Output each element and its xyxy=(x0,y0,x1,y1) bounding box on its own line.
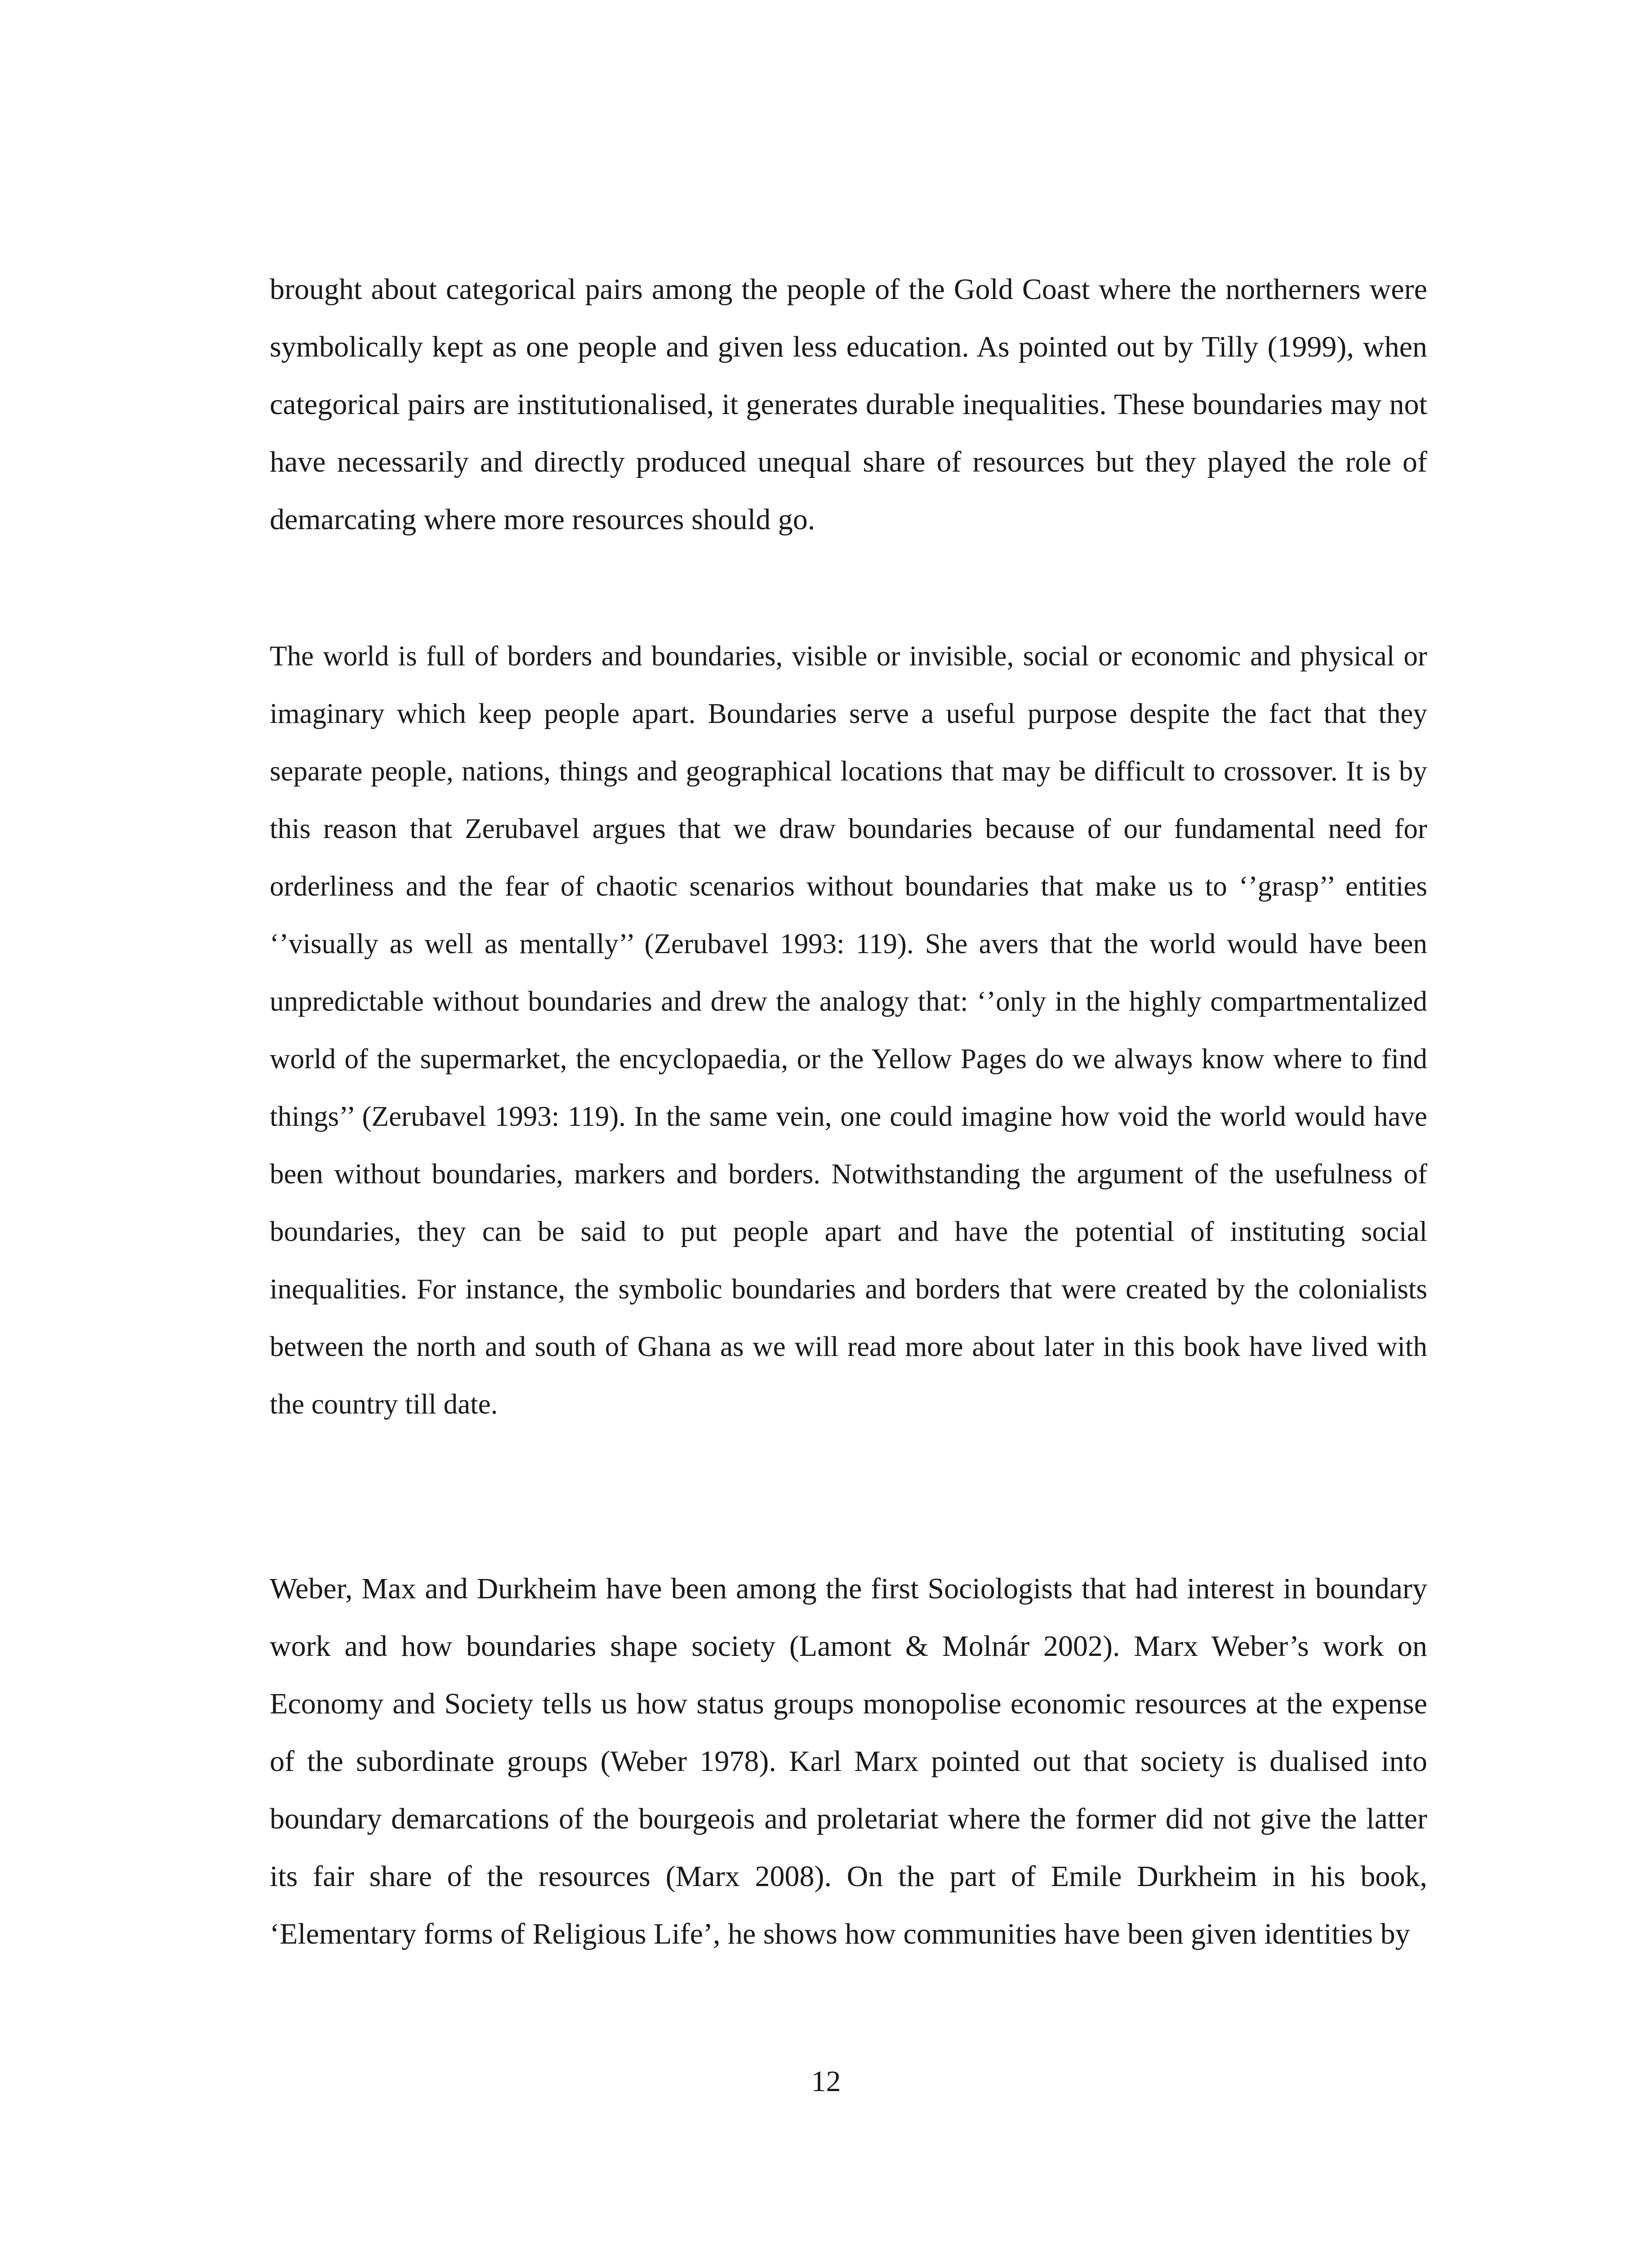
paragraph-borders-and-boundaries: The world is full of borders and boundaries, visible or invisible, social or economic and physical or imaginary which keep people apart. Boundaries serve a useful purpose despite the fact that they separate people, nations, things and geographical locations that may be difficult to crossover. It is by this reason that Zerubavel argues that we draw boundaries because of our fundamental need for orderliness and the fear of chaotic scenarios without boundaries that make us to ‘’grasp’’ entities ‘’visually as well as mentally’’ (Zerubavel 1993: 119). She avers that the world would have been unpredictable without boundaries and drew the analogy that: ‘’only in the highly compartmentalized world of the supermarket, the encyclopaedia, or the Yellow Pages do we always know where to find things’’ (Zerubavel 1993: 119). In the same vein, one could imagine how void the world would have been without boundaries, markers and borders. Notwithstanding the argument of the usefulness of boundaries, they can be said to put people apart and have the potential of instituting social inequalities. For instance, the symbolic boundaries and borders that were created by the colonialists between the north and south of Ghana as we will read more about later in this book have lived with the country till date. xyxy=(270,640,1427,1420)
paragraph-sociologists-boundary-work: Weber, Max and Durkheim have been among the first Sociologists that had interest in boundary work and how boundaries shape society (Lamont & Molnár 2002). Marx Weber’s work on Economy and Society tells us how status groups monopolise economic resources at the expense of the subordinate groups (Weber 1978). Karl Marx pointed out that society is dualised into boundary demarcations of the bourgeois and proletariat where the former did not give the latter its fair share of the resources (Marx 2008). On the part of Emile Durkheim in his book, ‘Elementary forms of Religious Life’, he shows how communities have been given identities by xyxy=(270,1572,1427,1950)
paragraph-categorical-pairs: brought about categorical pairs among the people of the Gold Coast where the northerners were symbolically kept as one people and given less education. As pointed out by Tilly (1999), when categorical pairs are institutionalised, it generates durable inequalities. These boundaries may not have necessarily and directly produced unequal share of resources but they played the role of demarcating where more resources should go. xyxy=(270,273,1427,536)
page-number: 12 xyxy=(811,2065,841,2098)
